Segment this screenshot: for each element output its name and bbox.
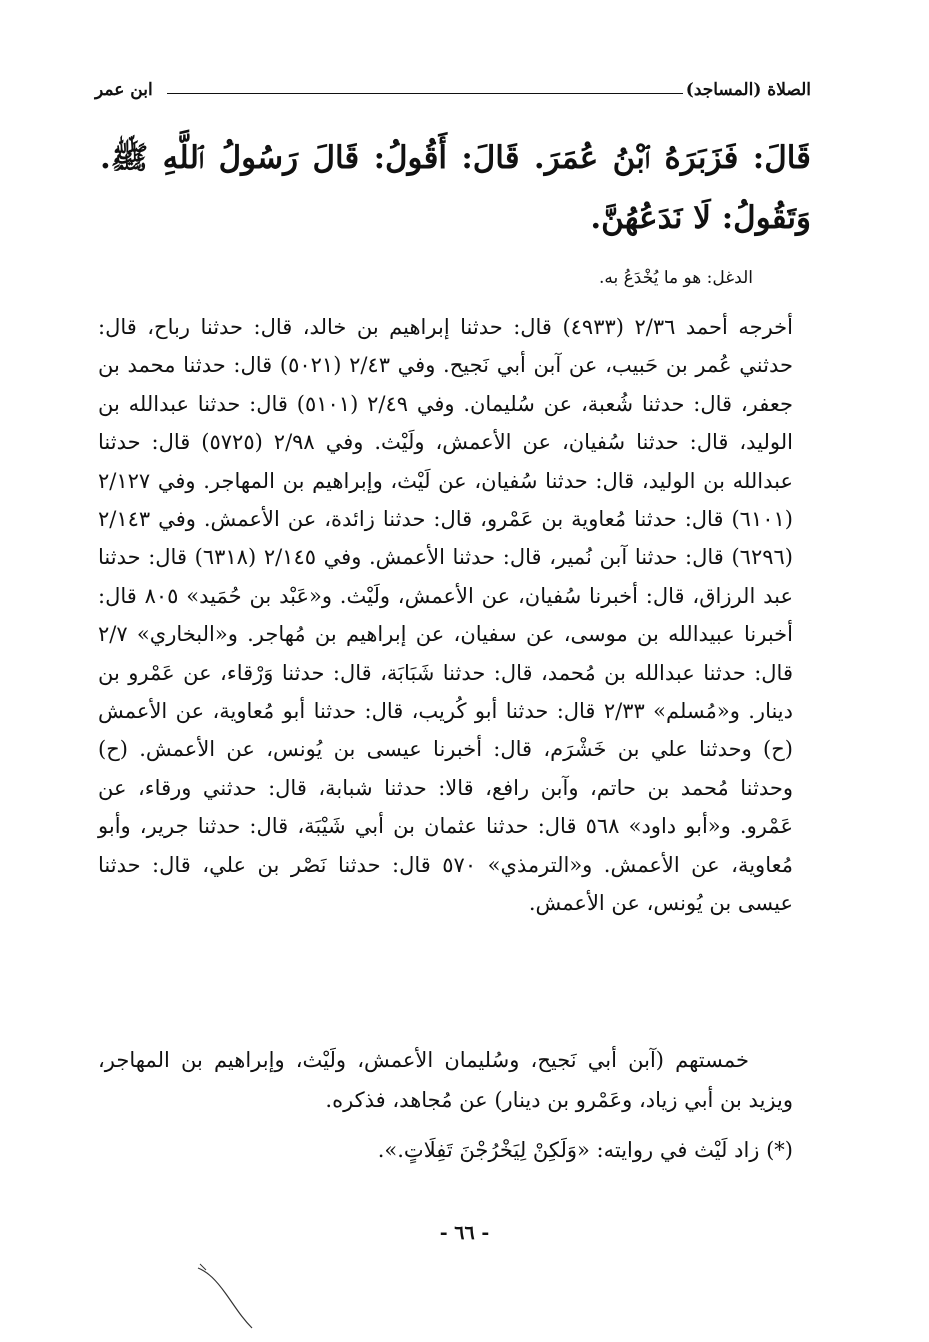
chapter-title: الصلاة (المساجد)	[685, 80, 811, 100]
running-header	[95, 78, 811, 106]
header-rule	[167, 93, 683, 94]
companion-name: ابن عمر	[95, 80, 153, 100]
hadith-text: قَالَ: فَزَبَرَهُ ٱبْنُ عُمَرَ. قَالَ: أَقُولُ: قَالَ رَسُولُ ٱللَّهِ ﷺ. وَتَقُولُ: لَا نَدَعُهُنَّ.	[100, 140, 811, 236]
page-number: - ٦٦ -	[439, 1222, 490, 1244]
word-gloss: الدغل: هو ما يُخْدَعُ به.	[599, 268, 753, 288]
footnote: (*) زاد لَيْث في روايته: «وَلَكِنْ لِيَخْرُجْنَ تَفِلَاتٍ.».	[377, 1138, 793, 1162]
isnad-summary: خمستهم (آبن أبي نَجيح، وسُليمان الأعمش، ولَيْث، وإبراهيم بن المهاجر، ويزيد بن أبي زياد، وعَمْرو بن دينار) عن مُجاهد، فذكره.	[98, 1048, 793, 1112]
takhrij-paragraph: أخرجه أحمد ٢/٣٦ (٤٩٣٣) قال: حدثنا إبراهيم بن خالد، قال: حدثنا رباح، قال: حدثني عُمر بن حَبيب، عن آبن أبي نَجيح. وفي ٢/٤٣ (٥٠٢١) قال: حدثنا محمد بن جعفر، قال: حدثنا شُعبة، عن سُليمان. وفي ٢/٤٩ (٥١٠١) قال: حدثنا عبدالله بن الوليد، قال: حدثنا سُفيان، عن الأعمش، ولَيْث. وفي ٢/٩٨ (٥٧٢٥) قال: حدثنا عبدالله بن الوليد، قال: حدثنا سُفيان، عن لَيْث، وإبراهيم بن المهاجر. وفي ٢/١٢٧ (٦١٠١) قال: حدثنا مُعاوية بن عَمْرو، قال: حدثنا زائدة، عن الأعمش. وفي ٢/١٤٣ (٦٢٩٦) قال: حدثنا آبن نُمير، قال: حدثنا الأعمش. وفي ٢/١٤٥ (٦٣١٨) قال: حدثنا عبد الرزاق، قال: أخبرنا سُفيان، عن الأعمش، ولَيْث. و«عَبْد بن حُمَيد» ٨٠٥ قال: أخبرنا عبيدالله بن موسى، عن سفيان، عن إبراهيم بن مُهاجر. و«البخاري» ٢/٧ قال: حدثنا عبدالله بن مُحمد، قال: حدثنا شَبَابَة، قال: حدثنا وَرْقاء، عن عَمْرو بن دينار. و«مُسلم» ٢/٣٣ قال: حدثنا أبو كُريب، قال: حدثنا أبو مُعاوية، عن الأعمش (ح) وحدثنا علي بن خَشْرَم، قال: أخبرنا عيسى بن يُونس، عن الأعمش. (ح) وحدثنا مُحمد بن حاتم، وآبن رافع، قالا: حدثنا شبابة، قال: حدثني ورقاء، عن عَمْرو. و«أبو داود» ٥٦٨ قال: حدثنا عثمان بن أبي شَيْبَة، قال: حدثنا جرير، وأبو مُعاوية، عن الأعمش. و«الترمذي» ٥٧٠ قال: حدثنا نَصْر بن علي، قال: حدثنا عيسى بن يُونس، عن الأعمش.	[98, 315, 794, 916]
pen-mark	[196, 1262, 256, 1332]
